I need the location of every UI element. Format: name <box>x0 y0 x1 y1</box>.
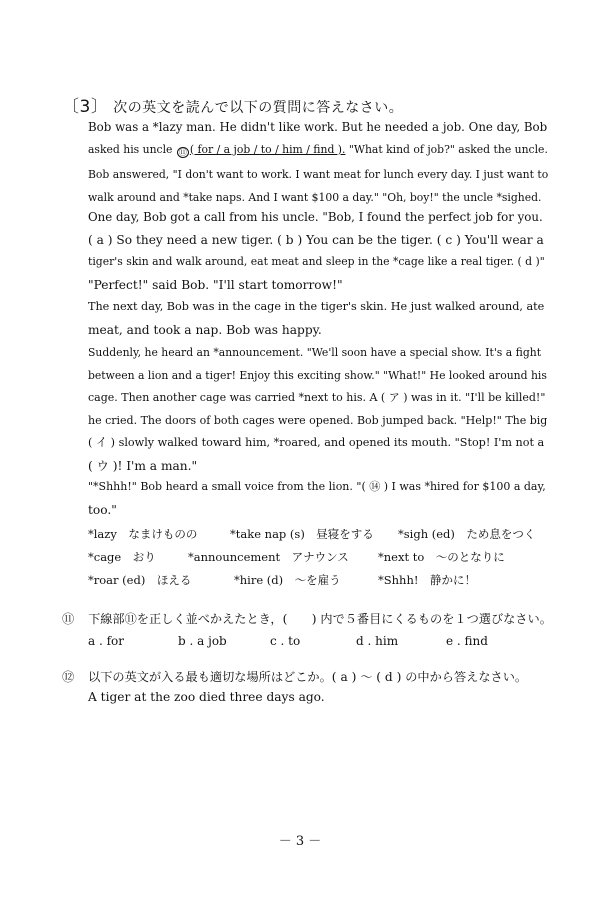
passage-line: meat, and took a nap. Bob was happy. <box>88 322 322 337</box>
passage-text: "What kind of job?" asked the uncle. <box>345 142 548 156</box>
passage-line: too." <box>88 502 117 517</box>
passage-line: The next day, Bob was in the cage in the tiger's skin. He just walked around, ate <box>88 300 545 313</box>
option-d[interactable]: d . him <box>356 634 399 648</box>
glossary-entry: *Shhh! 静かに！ <box>378 573 476 587</box>
page-number: － 3 － <box>278 834 322 849</box>
passage-line: Suddenly, he heard an *announcement. "We'll soon have a special show. It's a fight <box>88 346 542 359</box>
glossary-entry: *announcement アナウンス <box>188 550 349 564</box>
passage-line: ( イ ) slowly walked toward him, *roared, and opened its mouth. "Stop! I'm not a <box>88 436 545 449</box>
option-a[interactable]: a . for <box>88 634 124 648</box>
question-prompt: 以下の英文が入る最も適切な場所はどこか。( a ) ～ ( d ) の中から答えなさい。 <box>88 670 528 684</box>
section-header <box>62 92 403 117</box>
option-b[interactable]: b . a job <box>178 634 227 648</box>
question-11 <box>62 610 552 632</box>
passage-line: he cried. The doors of both cages were opened. Bob jumped back. "Help!" The big <box>88 413 548 427</box>
glossary-entry: *next to ～のとなりに <box>378 550 505 564</box>
glossary-row <box>88 572 558 595</box>
question-number: ⑪ <box>62 612 75 626</box>
passage-line: walk around and *take naps. And I want $100 a day." "Oh, boy!" the uncle *sighed. <box>88 190 542 204</box>
passage-line: ( ウ )! I'm a man." <box>88 458 198 473</box>
passage-line: cage. Then another cage was carried *next to his. A ( ア ) was in it. "I'll be killed!" <box>88 391 546 404</box>
question-marker: ⑪ <box>178 147 187 157</box>
underlined-phrase: ( for / a job / to / him / find ). <box>189 142 346 156</box>
glossary-entry: *roar (ed) ほえる <box>88 573 192 587</box>
passage-paragraph-1 <box>88 116 549 209</box>
passage-text: asked his uncle <box>88 142 173 156</box>
passage-line: ( a ) So they need a new tiger. ( b ) You can be the tiger. ( c ) You'll wear a <box>88 232 544 247</box>
passage-line: Bob answered, "I don't want to work. I want meat for lunch every day. I just want to <box>88 168 549 181</box>
section-number: 〔3〕 <box>62 97 109 117</box>
passage-line: "*Shhh!" Bob heard a small voice from the lion. "( ⑭ ) I was *hired for $100 a day, <box>88 480 546 493</box>
passage-line: between a lion and a tiger! Enjoy this exciting show." "What!" He looked around his <box>88 368 547 382</box>
glossary-entry: *sigh (ed) ため息をつく <box>398 527 536 541</box>
passage-paragraph-5 <box>88 476 546 521</box>
glossary-row <box>88 549 558 572</box>
question-number: ⑫ <box>62 670 75 684</box>
question-text <box>62 668 527 690</box>
glossary-entry: *hire (d) ～を雇う <box>234 573 341 587</box>
question-prompt: 下線部⑪を正しく並べかえたとき，( ) 内で５番目にくるものを１つ選びなさい。 <box>88 612 552 626</box>
passage-line: One day, Bob got a call from his uncle. "Bob, I found the perfect job for you. <box>88 210 543 224</box>
glossary-entry: *take nap (s) 昼寝をする <box>230 527 374 541</box>
passage-line: "Perfect!" said Bob. "I'll start tomorrow!" <box>88 277 343 292</box>
question-sentence: A tiger at the zoo died three days ago. <box>88 690 325 704</box>
glossary-row <box>88 526 558 549</box>
passage-paragraph-2 <box>88 206 543 296</box>
passage-line <box>88 139 548 165</box>
passage-paragraph-4 <box>88 342 548 477</box>
question-12 <box>62 668 527 712</box>
option-c[interactable]: c . to <box>270 634 301 648</box>
glossary-entry: *lazy なまけものの <box>88 527 198 541</box>
passage-line: tiger's skin and walk around, eat meat and sleep in the *cage like a real tiger. ( d )" <box>88 255 545 268</box>
question-text <box>62 610 552 632</box>
section-instruction: 次の英文を読んで以下の質問に答えなさい。 <box>113 100 404 116</box>
passage-line: Bob was a *lazy man. He didn't like work. But he needed a job. One day, Bob <box>88 120 548 134</box>
glossary-entry: *cage おり <box>88 550 156 564</box>
option-e[interactable]: e . find <box>446 634 488 648</box>
passage-paragraph-3 <box>88 296 543 341</box>
glossary <box>88 526 558 595</box>
